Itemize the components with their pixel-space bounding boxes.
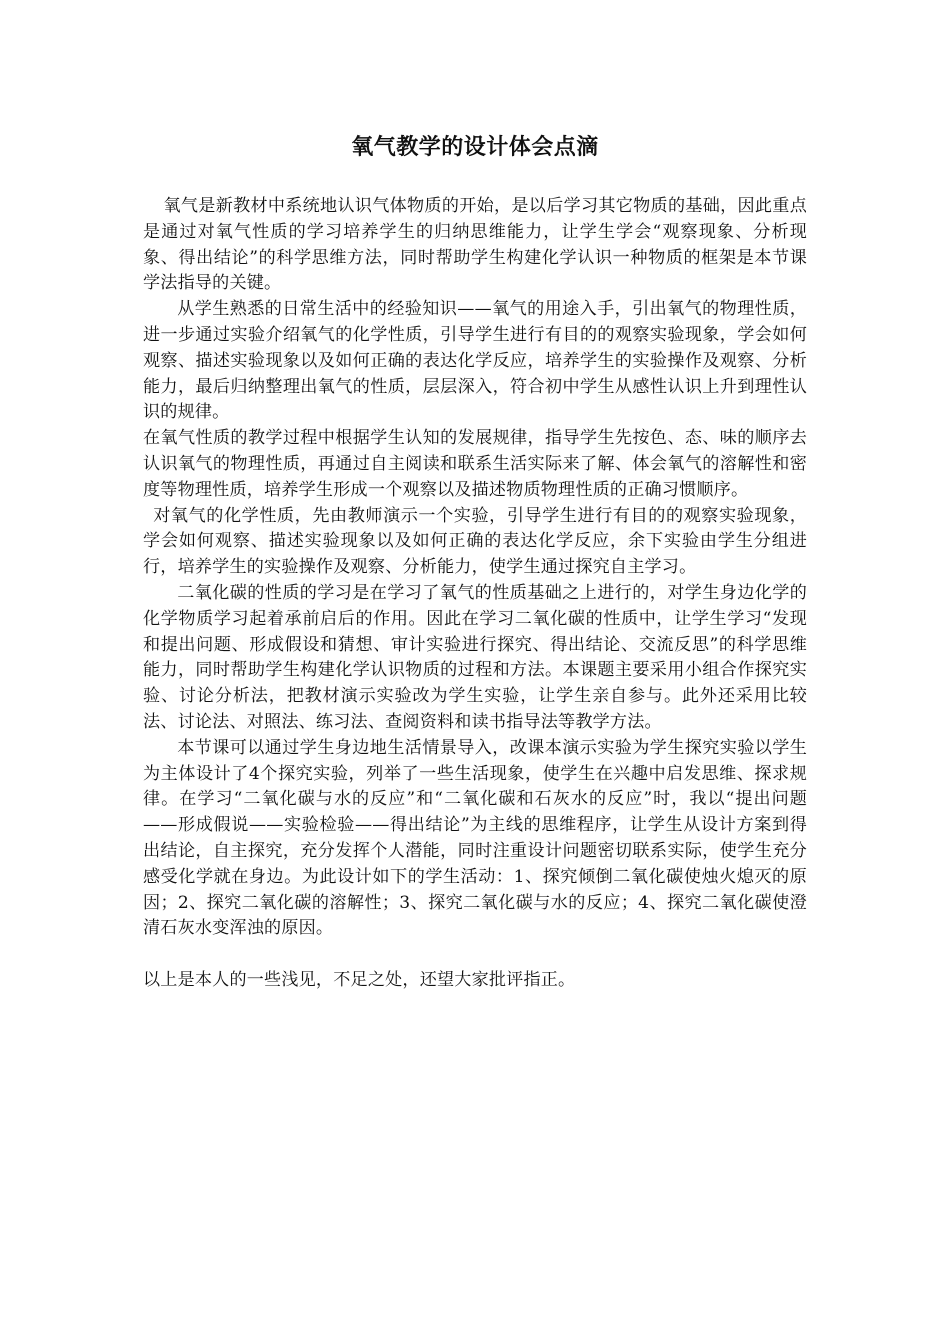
paragraph-4: 对氧气的化学性质，先由教师演示一个实验，引导学生进行有目的的观察实验现象，学会如何观察、描述实验现象以及如何正确的表达化学反应，余下实验由学生分组进行，培养学生的实验操作及观察、分析能力，使学生通过探究自主学习。	[143, 505, 807, 578]
closing-paragraph: 以上是本人的一些浅见，不足之处，还望大家批评指正。	[143, 969, 576, 990]
paragraph-spacer	[143, 942, 807, 968]
document-body	[143, 194, 807, 994]
document-title: 氧气教学的设计体会点滴	[351, 135, 599, 160]
paragraph-2: 从学生熟悉的日常生活中的经验知识——氧气的用途入手，引出氧气的物理性质，进一步通过实验介绍氧气的化学性质，引导学生进行有目的的观察实验现象，学会如何观察、描述实验现象以及如何正确的表达化学反应，培养学生的实验操作及观察、分析能力，最后归纳整理出氧气的性质，层层深入，符合初中学生从感性认识上升到理性认识的规律。	[143, 299, 807, 423]
paragraph-6: 本节课可以通过学生身边地生活情景导入，改课本演示实验为学生探究实验以学生为主体设计了4个探究实验，列举了一些生活现象，使学生在兴趣中启发思维、探求规律。在学习“二氧化碳与水的反应”和“二氧化碳和石灰水的反应”时，我以“提出问题——形成假说——实验检验——得出结论”为主线的思维程序，让学生从设计方案到得出结论，自主探究，充分发挥个人潜能，同时注重设计问题密切联系实际，使学生充分感受化学就在身边。为此设计如下的学生活动：1、探究倾倒二氧化碳使烛火熄灭的原因；2、探究二氧化碳的溶解性；3、探究二氧化碳与水的反应；4、探究二氧化碳使澄清石灰水变浑浊的原因。	[143, 737, 807, 939]
paragraph-5: 二氧化碳的性质的学习是在学习了氧气的性质基础之上进行的，对学生身边化学的化学物质学习起着承前启后的作用。因此在学习二氧化碳的性质中，让学生学习“发现和提出问题、形成假设和猜想、审计实验进行探究、得出结论、交流反思”的科学思维能力，同时帮助学生构建化学认识物质的过程和方法。本课题主要采用小组合作探究实验、讨论分析法，把教材演示实验改为学生实验，让学生亲自参与。此外还采用比较法、讨论法、对照法、练习法、查阅资料和读书指导法等教学方法。	[143, 582, 807, 732]
paragraph-3: 在氧气性质的教学过程中根据学生认知的发展规律，指导学生先按色、态、味的顺序去认识氧气的物理性质，再通过自主阅读和联系生活实际来了解、体会氧气的溶解性和密度等物理性质，培养学生形成一个观察以及描述物质物理性质的正确习惯顺序。	[143, 428, 807, 500]
paragraph-1: 氧气是新教材中系统地认识气体物质的开始，是以后学习其它物质的基础，因此重点是通过对氧气性质的学习培养学生的归纳思维能力，让学生学会“观察现象、分析现象、得出结论”的科学思维方法，同时帮助学生构建化学认识一种物质的框架是本节课学法指导的关键。	[143, 196, 807, 294]
